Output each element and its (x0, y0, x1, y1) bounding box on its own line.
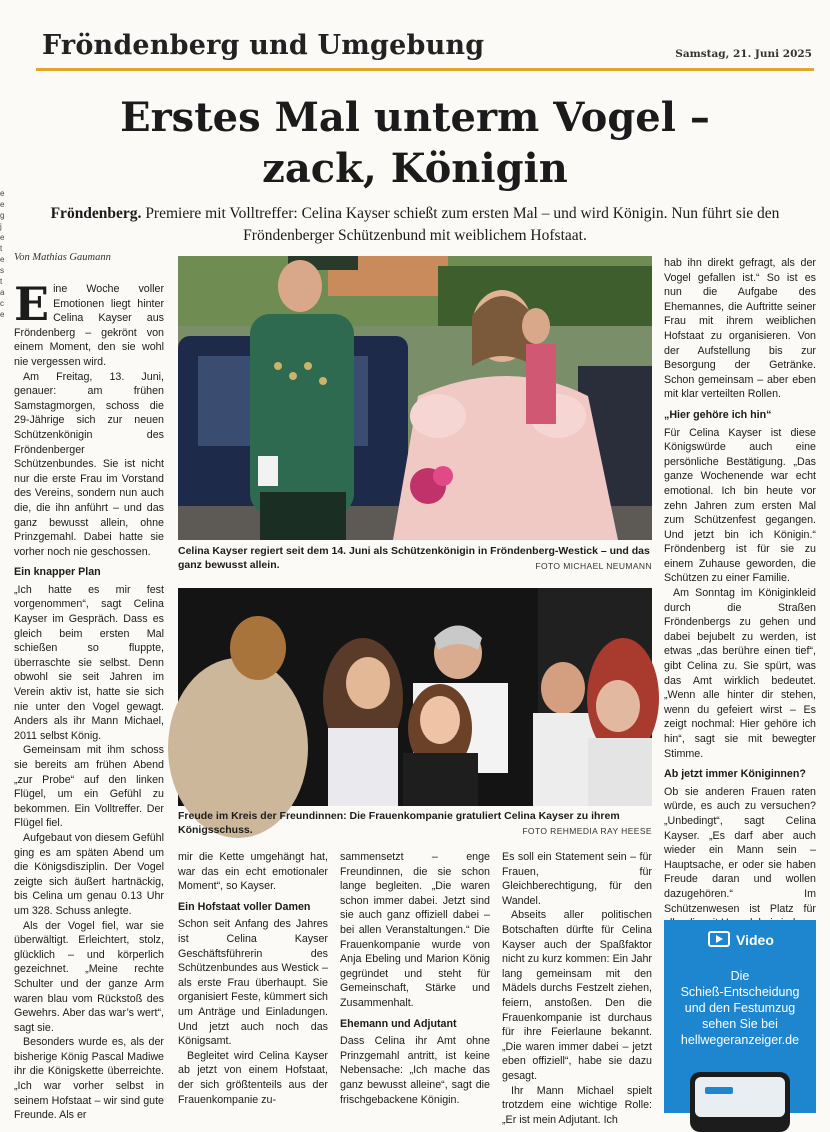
paragraph: Für Celina Kayser ist diese Königswürde auch eine persönliche Bestätigung. „Das ganze Wochenende war echt emotional. Ich bin heute vor zehn Jahren zum ersten Mal zum Schützenfest gegangen. Und jetzt bin ich Königin.“ Fröndenberg ist für sie zu einem Zuhause geworden, die Schützen zu einer Familie. (664, 426, 816, 585)
paragraph: Schon seit Anfang des Jahres ist Celina Kayser Geschäftsführerin des Schützenbundes aus Westick – als erste Frau überhaupt. Sie organisiert Feste, kümmert sich um Anträge und Einladungen. Und jetzt auch noch das Königsamt. (178, 918, 328, 1048)
video-promo-box[interactable] (664, 920, 816, 1113)
paragraph: Aufgebaut von diesem Gefühl ging es am späten Abend um die Königsdisziplin. Der Vogel zeigte sich äußert hartnäckig, bis Celina um genau 0.13 Uhr um 328. Schuss anlegte. (14, 831, 164, 917)
subheading: „Hier gehöre ich hin“ (664, 408, 772, 421)
phone-icon (690, 1072, 790, 1132)
article-column-4 (502, 850, 652, 1126)
article-column-1 (14, 277, 164, 1122)
photo-queen-image (178, 256, 652, 540)
promo-text (670, 968, 810, 1048)
lead-text: ine Woche voller Emotionen liegt hinter Celina Kayser aus Fröndenberg – gekrönt von einem Moment, den sie wohl nie vergessen wird. (14, 283, 164, 368)
subheading: Ein knapper Plan (14, 566, 101, 579)
paragraph: Gemeinsam mit ihm schoss sie bereits am frühen Abend „zur Probe“ auf den linken Flügel, um ein Gefühl zu bekommen. Ein Volltreffer. Der Flügel fiel. (14, 744, 164, 830)
phone-screen (695, 1077, 785, 1117)
paragraph: Ihr Mann Michael spielt trotzdem eine wichtige Rolle: „Er ist mein Adjutant. Ich (502, 1084, 652, 1126)
paragraph: mir die Kette umgehängt hat, war das ein echt emotionaler Moment“, so Kayser. (178, 851, 328, 893)
play-icon (708, 931, 730, 947)
paragraph: Am Sonntag im Königinkleid durch die Straßen Fröndenbergs zu gehen und dabei bejubelt zu werden, ist etwas „das berühre einen tief“, gibt Celina zu. Sie spürt, was das Amt wirklich bedeutet. „Wenn alle hinter dir stehen, wenn du gefeiert wirst – Es zeigt nochmal: Hier gehöre ich hin“, sagt sie mit bewegter Stimme. (664, 587, 816, 760)
article-column-3 (340, 850, 490, 1110)
paragraph: Ob sie anderen Frauen raten würde, es auch zu versuchen? „Unbedingt“, sagt Celina Kayser. „Es darf aber auch wieder ein Mann sein – Hauptsache, er oder sie haben Freude daran und wollen dazugehören.“ Im Schützenwesen ist Platz für (664, 785, 816, 915)
subheading: Ehemann und Adjutant (340, 1017, 457, 1030)
photo1-caption: Celina Kayser regiert seit dem 14. Juni als Schützenkönigin in Fröndenberg-Westick – und das ganz bewusst allein. (178, 545, 650, 571)
photo2-caption: Freude im Kreis der Freundinnen: Die Frauenkompanie gratuliert Celina Kayser zu ihrem Königsschuss. (178, 810, 620, 836)
article-column-5 (664, 256, 816, 915)
subheading: Ab jetzt immer Königinnen? (664, 768, 806, 781)
phone-logo-bar (705, 1087, 733, 1094)
promo-link[interactable]: hellwegeranzeiger.de (680, 1033, 800, 1047)
header-rule (36, 68, 814, 71)
promo-line-4: sehen Sie bei (702, 1017, 778, 1031)
promo-line-1: Die (730, 969, 750, 983)
adjacent-page-edge: e e g j e t e s t a c e (0, 189, 5, 319)
photo-women-image (178, 588, 652, 806)
author-byline: Von Mathias Gaumann (14, 252, 111, 263)
paragraph: Dass Celina ihr Amt ohne Prinzgemahl antritt, ist keine Nebensache: „Ich mache das ganz bewusst alleine“, sagt die frischgebackene Königin. (340, 1035, 490, 1106)
headline (60, 92, 770, 194)
drop-cap: E (14, 277, 50, 331)
photo1-credit: FOTO MICHAEL NEUMANN (535, 561, 652, 571)
paragraph: Besonders wurde es, als der bisherige König Pascal Madiwe ihr die Königskette überreichte. „Ich war vorher selbst in seinem Hofstaat – wir sind gute Freunde. Als er (14, 1036, 164, 1122)
photo-women-company (178, 588, 652, 806)
issue-date: Samstag, 21. Juni 2025 (675, 48, 812, 60)
subhead-text: Premiere mit Volltreffer: Celina Kayser schießt zum ersten Mal – und wird Königin. Nun führt sie den Fröndenberger Schützenbund mit weiblichem Hofstaat. (141, 205, 780, 244)
subheadline (30, 203, 800, 247)
headline-line-1: Erstes Mal unterm Vogel – (120, 94, 710, 141)
video-label: Video (736, 932, 774, 948)
article-column-2 (178, 850, 328, 1110)
subheading: Ein Hofstaat voller Damen (178, 900, 311, 913)
photo-queen-procession (178, 256, 652, 540)
subhead-dateline: Fröndenberg. (50, 205, 142, 222)
paragraph: Es soll ein Statement sein – für Frauen, für Gleichberechtigung, für den Wandel. (502, 851, 652, 907)
headline-line-2: zack, Königin (262, 145, 568, 192)
promo-line-3: und den Festumzug (684, 1001, 796, 1015)
photo2-credit: FOTO REHMEDIA RAY HEESE (522, 826, 652, 836)
paragraph (14, 277, 164, 370)
paragraph: „Ich hatte es mir fest vorgenommen“, sagt Celina Kayser im Gespräch. Dass es gleich beim ersten Mal schießen so fluppte, überraschte sie selbst. Denn obwohl sie seit Jahren im Verein aktiv ist, hatte sie sich nie unter den Vogel gewagt. Anders als ihr Mann Michael, 2011 selbst König. (14, 583, 164, 742)
paragraph: Als der Vogel fiel, war sie überwältigt. Erleichtert, stolz, glücklich – und körperlich gezeichnet. „Meine rechte Schulter und der ganze Arm waren blau vom Rückstoß des Gewehrs. Aber das war’s wert“, sagt sie. (14, 919, 164, 1034)
paragraph: Am Freitag, 13. Juni, genauer: am frühen Samstagmorgen, schoss die 29-Jährige sich zur neuen Schützenkönigin des Fröndenberger Schützenbundes. Sie ist nicht nur die erste Frau im Vorstand des Vereins, sondern nun auch die, die ihn anführt – und das ganz bewusst allein, ohne Prinzgemahl. Dabei hatte sie vorher noch nie geschossen. (14, 370, 164, 558)
paragraph: Abseits aller politischen Botschaften dürfte für Celina Kayser auch der Spaßfaktor nicht zu kurz kommen: Ein Jahr lang gemeinsam mit den Mädels durchs Festzelt ziehen, feiern, anstoßen. Den die Frauenkompanie ist durchaus für ihre Feierlaune bekannt. „Die waren immer dabei – jetzt eben offiziell“, habe sie dazu gesagt. (502, 909, 652, 1082)
paragraph: hab ihn direkt gefragt, als der Vogel gefallen ist.“ So ist es nun die Aufgabe des Ehemannes, die Auftritte seiner Frau mit ihrem weiblichen Hofstaat zu organisieren. Von der Aufstellung bis zur Besorgung der Getränke. Schon gemeinsam – aber eben mit klar verteilten Rollen. (664, 257, 816, 401)
paragraph: sammensetzt – enge Freundinnen, die sie schon lange begleiten. „Die waren schon immer dabei. Jetzt sind sie auch ganz offiziell dabei – bei allen Veranstaltungen.“ Die Frauenkompanie wurde von Anja Ebeling und Marion König gegründet und steht für Gemeinschaft, Stärke und Zusammenhalt. (340, 851, 490, 1009)
paragraph: Begleitet wird Celina Kayser ab jetzt von einem Hofstaat, der sich größtenteils aus der Frauenkompanie zu- (178, 1049, 328, 1106)
section-title: Fröndenberg und Umgebung (42, 30, 485, 61)
promo-line-2: Schieß-Entscheidung (680, 985, 800, 999)
